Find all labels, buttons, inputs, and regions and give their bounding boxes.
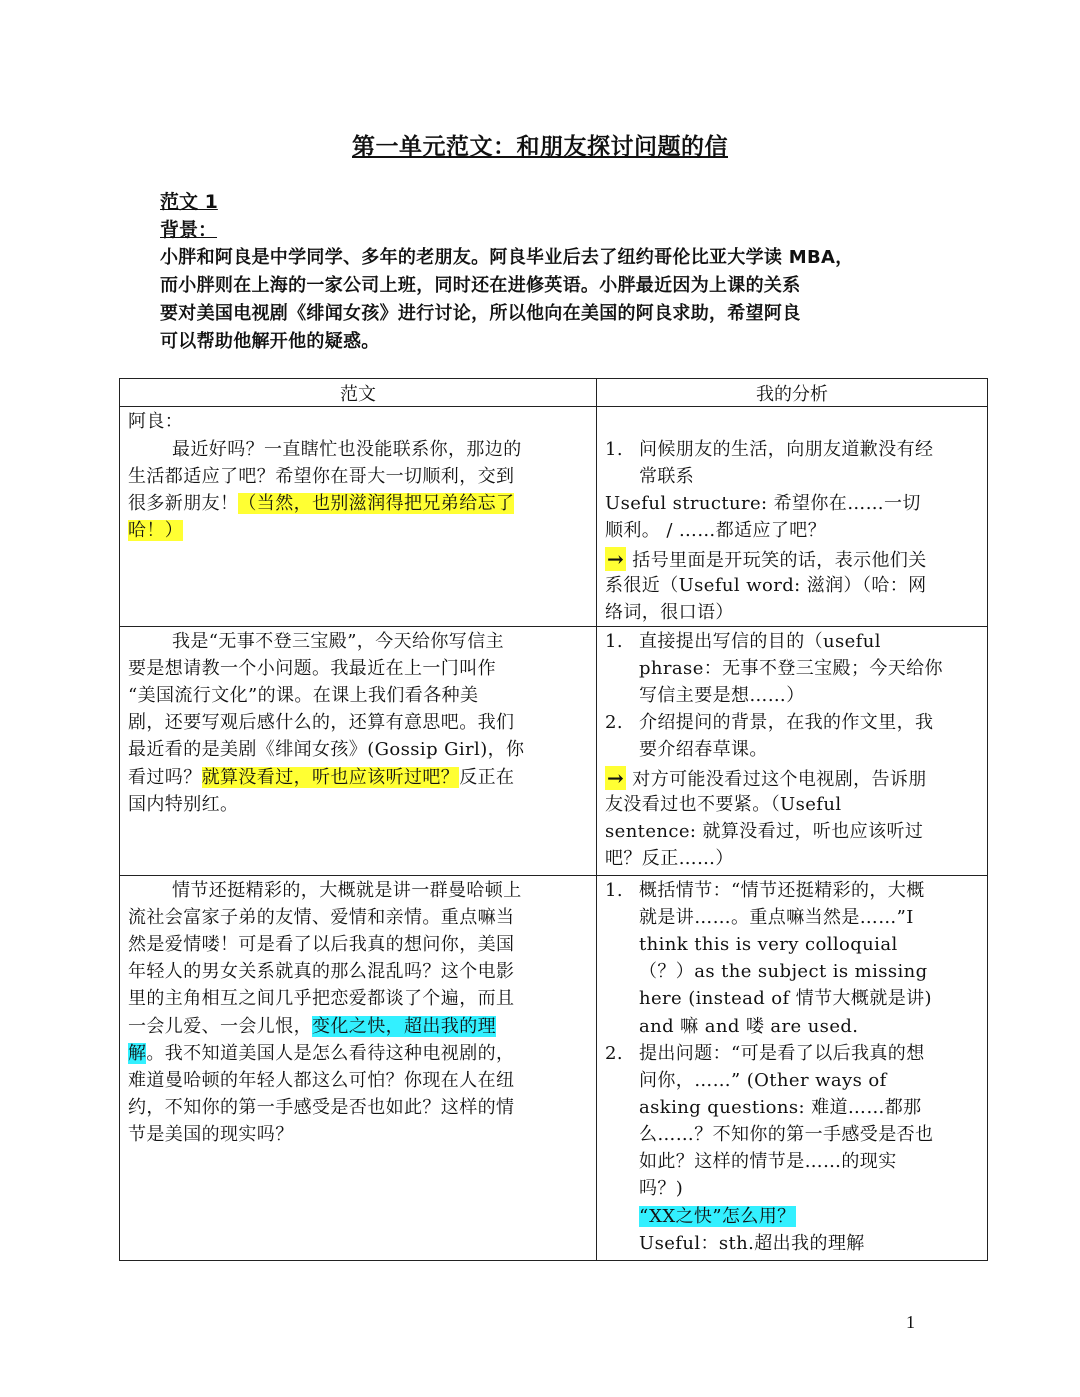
list-number: 1.	[605, 631, 623, 652]
analysis-line: Useful structure: 希望你在……一切	[605, 493, 921, 514]
analysis-line	[605, 765, 927, 793]
analysis-line	[605, 546, 927, 574]
letter-line: 约，不知你的第一手感受是否也如此？这样的情	[128, 1097, 515, 1118]
highlighted-text: 变化之快，超出我的理	[312, 1016, 496, 1037]
letter-line: 最近看的是美剧《绯闻女孩》(Gossip Girl)，你	[128, 739, 525, 760]
table-row	[120, 407, 988, 627]
letter-cell	[120, 876, 597, 1261]
letter-line	[128, 765, 514, 791]
analysis-line: 概括情节：“情节还挺精彩的，大概	[639, 880, 925, 901]
letter-line	[128, 1041, 514, 1067]
analysis-table	[119, 378, 988, 1261]
letter-line: 流社会富家子弟的友情、爱情和亲情。重点嘛当	[128, 907, 515, 928]
analysis-line	[639, 1204, 796, 1230]
list-number: 2.	[605, 1043, 623, 1064]
analysis-line: 要介绍春草课。	[639, 739, 768, 760]
letter-line: 我是“无事不登三宝殿”，今天给你写信主	[172, 631, 505, 652]
table-row	[120, 876, 988, 1261]
highlighted-text: 就算没看过，听也应该听过吧？	[201, 767, 460, 788]
analysis-line: 如此？这样的情节是……的现实	[639, 1151, 897, 1172]
letter-line	[128, 491, 514, 517]
background-line: 要对美国电视剧《绯闻女孩》进行讨论，所以他向在美国的阿良求助，希望阿良	[160, 303, 801, 324]
analysis-text: 对方可能没看过这个电视剧，告诉朋	[632, 769, 927, 790]
letter-line: 情节还挺精彩的，大概就是讲一群曼哈顿上	[172, 880, 522, 901]
list-number: 2.	[605, 712, 623, 733]
analysis-line: 络词，很口语）	[605, 602, 734, 623]
analysis-line: 介绍提问的背景，在我的作文里，我	[639, 712, 934, 733]
background-line: 小胖和阿良是中学同学、多年的老朋友。阿良毕业后去了纽约哥伦比亚大学读 MBA，	[160, 247, 854, 268]
analysis-cell	[597, 876, 988, 1261]
header-my-analysis: 我的分析	[597, 379, 988, 407]
page-title: 第一单元范文：和朋友探讨问题的信	[352, 134, 728, 160]
highlighted-text: 解	[128, 1043, 147, 1064]
highlighted-text: 哈！）	[128, 520, 184, 541]
analysis-line: and 嘛 and 喽 are used.	[639, 1016, 859, 1037]
letter-line: 节是美国的现实吗？	[128, 1124, 294, 1145]
letter-text: 反正在	[459, 767, 515, 788]
letter-line	[128, 1014, 496, 1040]
analysis-line: （？）as the subject is missing	[639, 961, 928, 982]
list-number: 1.	[605, 880, 623, 901]
analysis-line: 问候朋友的生活，向朋友道歉没有经	[639, 439, 934, 460]
analysis-text: 括号里面是开玩笑的话，表示他们关	[632, 550, 927, 571]
letter-text: 看过吗？	[128, 767, 202, 788]
letter-line: 国内特别红。	[128, 794, 239, 815]
letter-cell	[120, 407, 597, 627]
letter-line: 然是爱情喽！可是看了以后我真的想问你，美国	[128, 934, 515, 955]
analysis-line: 常联系	[639, 466, 695, 487]
background-line: 而小胖则在上海的一家公司上班，同时还在进修英语。小胖最近因为上课的关系	[160, 275, 801, 296]
letter-line: 最近好吗？一直瞎忙也没能联系你，那边的	[172, 439, 522, 460]
letter-line: 阿良：	[128, 411, 184, 432]
analysis-line: 么……？不知你的第一手感受是否也	[639, 1124, 934, 1145]
analysis-line: 吧？反正……）	[605, 848, 734, 869]
list-number: 1.	[605, 439, 623, 460]
letter-text: 。我不知道美国人是怎么看待这种电视剧的，	[146, 1043, 515, 1064]
table-row	[120, 627, 988, 876]
letter-line: 要是想请教一个小问题。我最近在上一门叫作	[128, 658, 496, 679]
table-header-row	[120, 379, 988, 407]
analysis-line: asking questions: 难道……都那	[639, 1097, 922, 1118]
analysis-cell	[597, 627, 988, 876]
analysis-line: 问你，……” (Other ways of	[639, 1070, 887, 1091]
analysis-line: sentence: 就算没看过，听也应该听过	[605, 821, 924, 842]
letter-line: 年轻人的男女关系就真的那么混乱吗？这个电影	[128, 961, 515, 982]
sample-label: 范文 1	[160, 191, 218, 213]
analysis-cell	[597, 407, 988, 627]
page-number: 1	[906, 1312, 915, 1332]
analysis-line: here (instead of 情节大概就是讲)	[639, 988, 932, 1009]
analysis-line: 直接提出写信的目的（useful	[639, 631, 881, 652]
analysis-line: phrase：无事不登三宝殿；今天给你	[639, 658, 943, 679]
letter-text: 很多新朋友！	[128, 493, 239, 514]
analysis-line: 友没看过也不要紧。（Useful	[605, 794, 842, 815]
letter-text: 一会儿爱、一会儿恨，	[128, 1016, 312, 1037]
analysis-line: 提出问题：“可是看了以后我真的想	[639, 1043, 925, 1064]
background-line: 可以帮助他解开他的疑惑。	[160, 331, 380, 352]
analysis-line: Useful：sth.超出我的理解	[639, 1233, 865, 1254]
arrow-icon: →	[607, 547, 625, 571]
letter-line: 里的主角相互之间几乎把恋爱都谈了个遍，而且	[128, 988, 515, 1009]
highlighted-text: “XX之快”怎么用？	[639, 1206, 796, 1227]
arrow-icon: →	[607, 766, 625, 790]
highlighted-text: （当然，也别滋润得把兄弟给忘了	[238, 493, 515, 514]
letter-line: 难道曼哈顿的年轻人都这么可怕？你现在人在纽	[128, 1070, 515, 1091]
analysis-line: 就是讲……。重点嘛当然是……”I	[639, 907, 914, 928]
analysis-line: 写信主要是想……）	[639, 685, 805, 706]
letter-line: 剧，还要写观后感什么的，还算有意思吧。我们	[128, 712, 515, 733]
letter-line: “美国流行文化”的课。在课上我们看各种美	[128, 685, 479, 706]
analysis-line: 系很近（Useful word: 滋润）（哈：网	[605, 575, 927, 596]
analysis-line: 吗？)	[639, 1178, 684, 1199]
header-sample-text: 范文	[120, 379, 597, 407]
background-label: 背景：	[160, 219, 218, 241]
letter-line: 生活都适应了吧？希望你在哥大一切顺利，交到	[128, 466, 515, 487]
analysis-line: 顺利。 / ……都适应了吧？	[605, 520, 827, 541]
analysis-line: think this is very colloquial	[639, 934, 898, 955]
letter-line	[128, 518, 183, 544]
letter-cell	[120, 627, 597, 876]
